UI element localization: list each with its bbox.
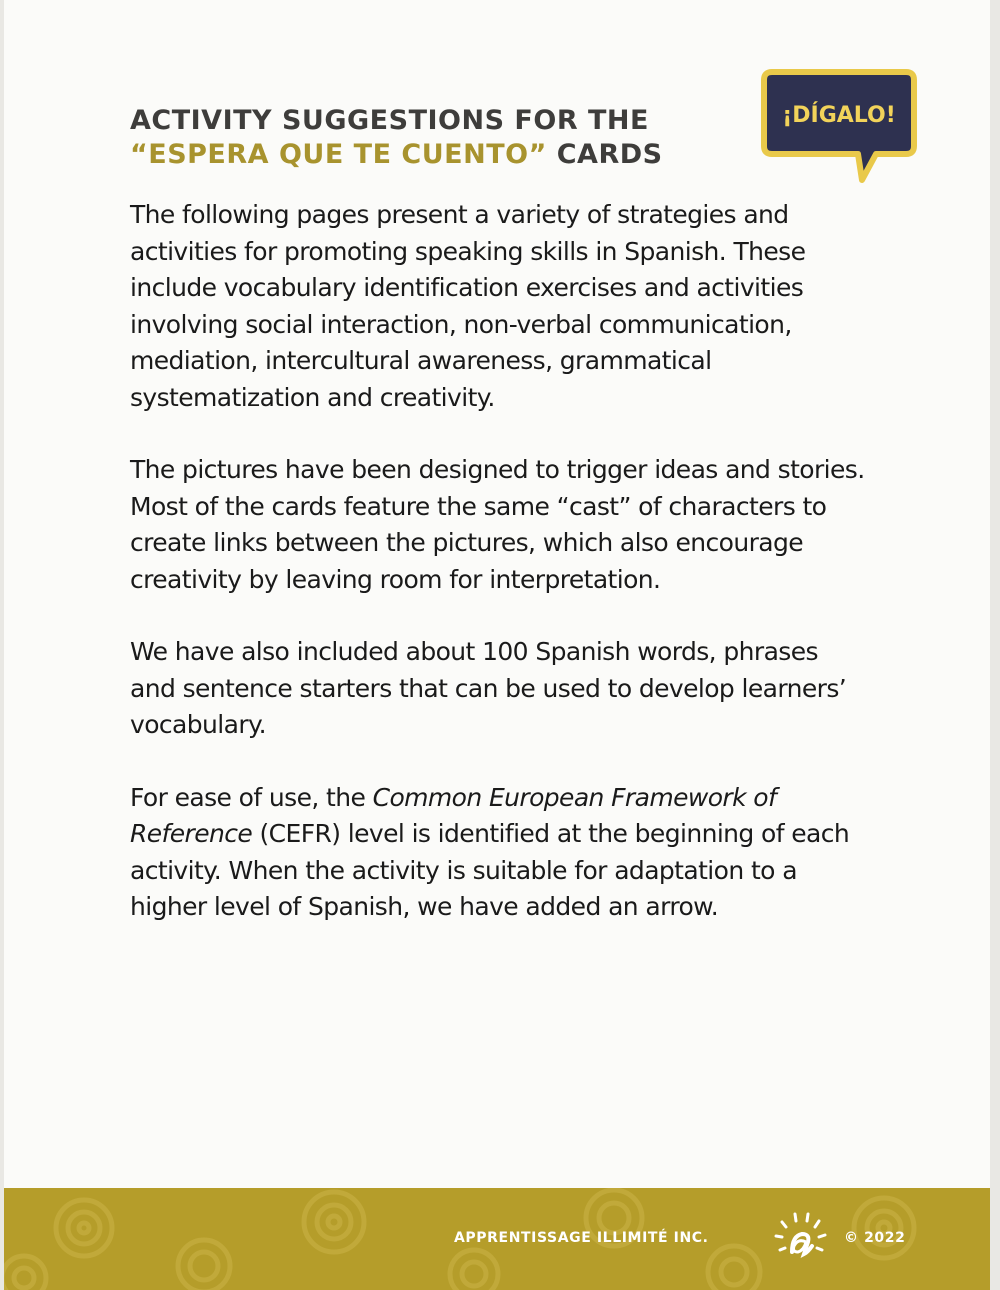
cefr-rest: (CEFR) level is identified at the beginning of each activity. When the activity is suitable for adaptation to a higher level of Spanish, we have added an arrow. <box>130 819 850 921</box>
footer-band <box>4 1188 990 1290</box>
speech-bubble-icon <box>758 68 918 188</box>
heading-cards-word: CARDS <box>546 139 663 170</box>
badge-label: ¡DÍGALO! <box>782 103 896 128</box>
a-sunburst-logo-icon <box>762 1206 838 1266</box>
heading-quoted-title: “ESPERA QUE TE CUENTO” <box>130 139 547 170</box>
page-heading <box>130 104 663 172</box>
paragraph-vocabulary: We have also included about 100 Spanish words, phrases and sentence starters that can be used to develop learners’ vocabulary. <box>130 637 847 739</box>
body-text <box>130 197 870 962</box>
cefr-framework-title: Common European Framework of Reference <box>130 782 777 848</box>
paragraph-cefr <box>130 780 870 926</box>
digalo-badge <box>758 68 918 188</box>
publisher-name: APPRENTISSAGE ILLIMITÉ INC. <box>454 1230 709 1246</box>
paragraph-intro: The following pages present a variety of strategies and activities for promoting speaking skills in Spanish. These include vocabulary identification exercises and activities involving social interaction, non-verbal communication, mediation, intercultural awareness, grammatical systematization and creativity. <box>130 200 806 412</box>
paragraph-pictures: The pictures have been designed to trigger ideas and stories. Most of the cards feature the same “cast” of characters to create links between the pictures, which also encourage creativity by leaving room for interpretation. <box>130 455 865 594</box>
copyright-notice: © 2022 <box>844 1230 906 1246</box>
card-page <box>4 0 990 1290</box>
heading-line-1: ACTIVITY SUGGESTIONS FOR THE <box>130 105 649 136</box>
cefr-intro: For ease of use, the <box>130 782 373 812</box>
